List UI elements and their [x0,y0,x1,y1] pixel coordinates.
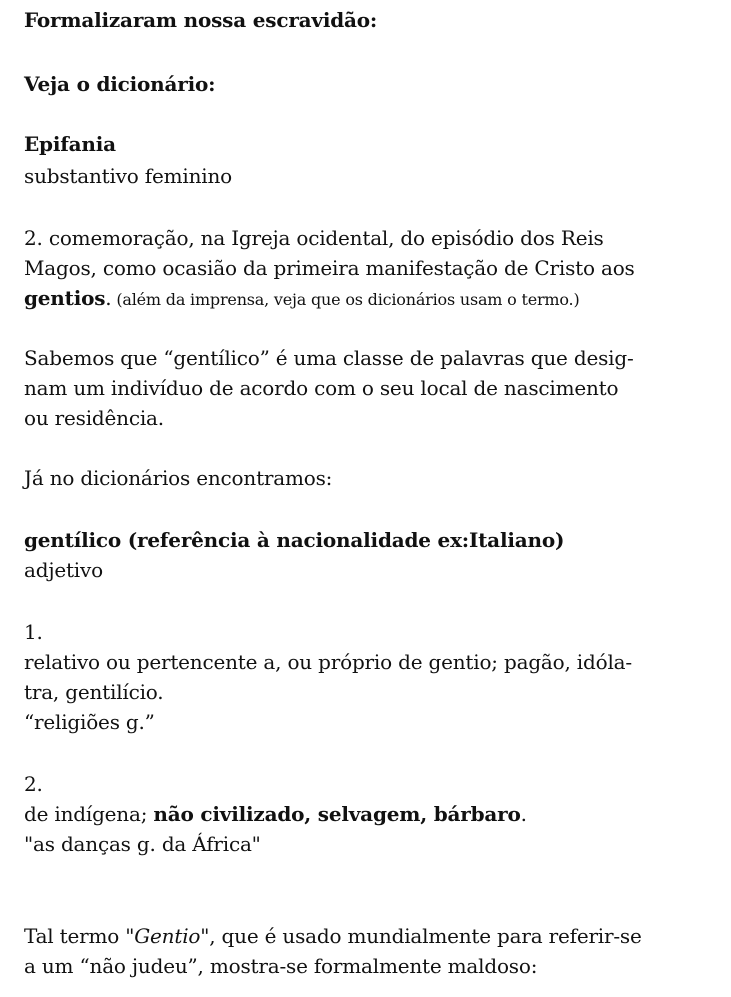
paragraph-line: Sabemos que “gentílico” é uma classe de palavras que desig- [24,346,634,370]
entry-part-of-speech: substantivo feminino [24,164,232,188]
heading-title: Formalizaram nossa escravidão: [24,8,378,32]
paragraph-line: nam um indivíduo de acordo com o seu local de nascimento [24,376,619,400]
closing-italic-term: Gentio [134,924,201,948]
sense-suffix: . [520,802,527,826]
definition-period: . [105,286,112,310]
sense-example: "as danças g. da África" [24,832,261,856]
sense-line: relativo ou pertencente a, ou próprio de gentio; pagão, idóla- [24,650,632,674]
definition-line: 2. comemoração, na Igreja ocidental, do episódio dos Reis [24,226,604,250]
definition-line [24,284,580,314]
definition-line: Magos, como ocasião da primeira manifestação de Cristo aos [24,256,635,280]
closing-part: ", que é usado mundialmente para referir-se [200,924,642,948]
definition-note: (além da imprensa, veja que os dicionários usam o termo.) [111,290,580,309]
entry-word-epifania: Epifania [24,132,116,156]
sense-prefix: de indígena; [24,802,154,826]
paragraph-line: ou residência. [24,406,164,430]
sense-bold-terms: não civilizado, selvagem, bárbaro [153,802,521,826]
closing-line: a um “não judeu”, mostra-se formalmente maldoso: [24,954,538,978]
sense-example: “religiões g.” [24,710,155,734]
sense-number: 2. [24,772,43,796]
sense-line [24,800,527,828]
entry-word-gentilico: gentílico (referência à nacionalidade ex:Italiano) [24,528,565,552]
definition-bold-term: gentios [24,286,106,310]
closing-line [24,922,642,950]
sense-number: 1. [24,620,43,644]
closing-part: Tal termo " [24,924,135,948]
entry-part-of-speech: adjetivo [24,558,103,582]
intro-text: Já no dicionários encontramos: [24,466,333,490]
sense-line: tra, gentilício. [24,680,164,704]
heading-subtitle: Veja o dicionário: [24,72,216,96]
